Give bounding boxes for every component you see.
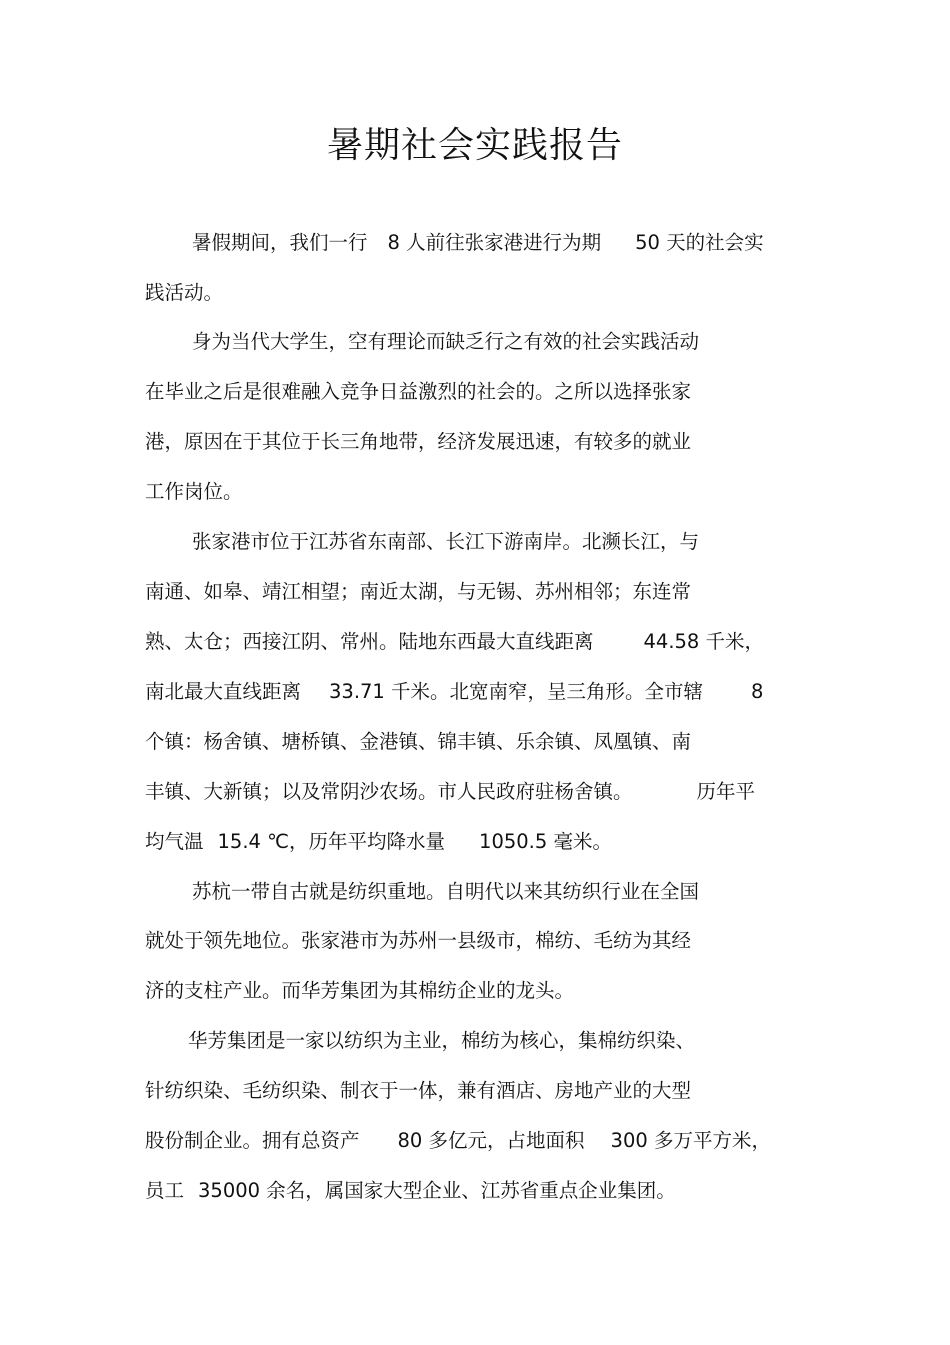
- text-segment: 员工: [145, 1179, 185, 1202]
- text-segment: 熟、太仓；西接江阴、常州。陆地东西最大直线距离: [145, 630, 594, 653]
- text-line: [145, 1076, 805, 1106]
- text-segment: 工作岗位。: [145, 480, 243, 503]
- text-line: [145, 427, 805, 457]
- text-segment: 80 多亿元，占地面积: [397, 1129, 585, 1152]
- text-segment: 华芳集团是一家以纺织为主业，棉纺为核心，集棉纺织染、: [188, 1029, 696, 1052]
- text-segment: 33.71 千米。北宽南窄，呈三角形。全市辖: [329, 680, 704, 703]
- text-segment: 港，原因在于其位于长三角地带，经济发展迅速，有较多的就业: [145, 430, 692, 453]
- text-segment: 济的支柱产业。而华芳集团为其棉纺企业的龙头。: [145, 979, 575, 1002]
- document-title: 暑期社会实践报告: [326, 125, 623, 166]
- text-segment: 44.58 千米，: [643, 630, 765, 653]
- text-line: [145, 377, 805, 407]
- text-line: [145, 976, 805, 1006]
- text-line: [145, 278, 805, 308]
- text-segment: 300 多万平方米，: [610, 1129, 771, 1152]
- text-segment: 践活动。: [145, 281, 224, 304]
- text-line: [145, 1126, 805, 1156]
- text-line: [145, 577, 805, 607]
- text-line: [145, 727, 805, 757]
- text-line: [145, 627, 805, 657]
- text-line: [192, 877, 805, 907]
- text-segment: 个镇：杨舍镇、塘桥镇、金港镇、锦丰镇、乐余镇、凤凰镇、南: [145, 730, 692, 753]
- text-segment: 张家港市位于江苏省东南部、长江下游南岸。北濒长江，与: [192, 530, 700, 553]
- text-segment: 针纺织染、毛纺织染、制衣于一体，兼有酒店、房地产业的大型: [145, 1079, 692, 1102]
- text-line: [192, 327, 805, 357]
- text-segment: 南通、如皋、靖江相望；南近太湖，与无锡、苏州相邻；东连常: [145, 580, 692, 603]
- text-line: [145, 477, 805, 507]
- text-line: [145, 827, 805, 857]
- text-segment: 暑假期间，我们一行: [192, 231, 368, 254]
- text-segment: 35000 余名，属国家大型企业、江苏省重点企业集团。: [198, 1179, 676, 1202]
- text-segment: 8 人前往张家港进行为期: [387, 231, 602, 254]
- text-line: [145, 1176, 805, 1206]
- text-segment: 50 天的社会实: [635, 231, 764, 254]
- text-segment: 均气温: [145, 830, 204, 853]
- text-segment: 南北最大直线距离: [145, 680, 302, 703]
- text-segment: 身为当代大学生，空有理论而缺乏行之有效的社会实践活动: [192, 330, 700, 353]
- text-segment: 丰镇、大新镇；以及常阴沙农场。市人民政府驻杨舍镇。: [145, 780, 633, 803]
- text-segment: 历年平: [696, 780, 756, 803]
- text-segment: 15.4 ℃，历年平均降水量: [217, 830, 446, 853]
- text-line: [188, 1026, 805, 1056]
- text-segment: 1050.5 毫米。: [479, 830, 612, 853]
- text-segment: 苏杭一带自古就是纺织重地。自明代以来其纺织行业在全国: [192, 880, 700, 903]
- text-line: [192, 228, 805, 258]
- text-line: [192, 527, 805, 557]
- text-segment: 在毕业之后是很难融入竞争日益激烈的社会的。之所以选择张家: [145, 380, 692, 403]
- text-line: [145, 926, 805, 956]
- text-segment: 8: [751, 680, 764, 703]
- text-line: [145, 777, 805, 807]
- text-segment: 股份制企业。拥有总资产: [145, 1129, 360, 1152]
- text-line: [145, 677, 805, 707]
- text-segment: 就处于领先地位。张家港市为苏州一县级市，棉纺、毛纺为其经: [145, 929, 692, 952]
